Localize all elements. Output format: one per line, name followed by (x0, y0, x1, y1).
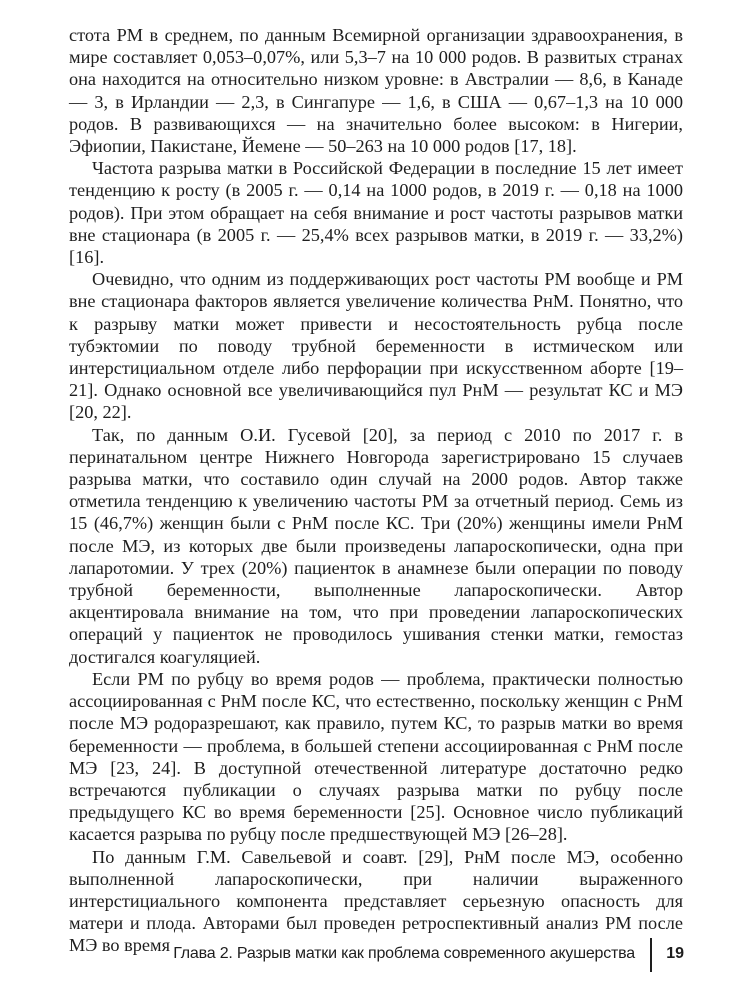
body-text (69, 24, 683, 957)
page-footer (173, 934, 690, 974)
paragraph-3: Очевидно, что одним из поддерживающих рост частоты РМ вообще и РМ вне стационара факторов является увеличение количества РнМ. Понятно, что к разрыву матки может привести и несостоятельность рубца после тубэктомии по поводу трубной беременности в истмическом или интерстициальном отделе либо перфорации при искусственном аборте [19–21]. Однако основной все увеличивающийся пул РнМ — результат КС и МЭ [20, 22]. (69, 269, 683, 423)
paragraph-5: Если РМ по рубцу во время родов — проблема, практически полностью ассоциированная с РнМ после КС, что естественно, поскольку женщин с РнМ после МЭ родоразрешают, как правило, путем КС, то разрыв матки во время беременности — проблема, в большей степени ассоциированная с РнМ после МЭ [23, 24]. В доступной отечественной литературе достаточно редко встречаются публикации о случаях разрыва матки по рубцу после предыдущего КС во время беременности [25]. Основное число публикаций касается разрыва по рубцу после предшествующей МЭ [26–28]. (69, 668, 683, 845)
paragraph-6: По данным Г.М. Савельевой и соавт. [29], РнМ после МЭ, особенно выполненной лапароскопически, при наличии выраженного интерстициального компонента представляет серьезную опасность для матери и плода. Авторами был проведен ретроспективный анализ РМ после МЭ во время (69, 846, 683, 956)
paragraph-2: Частота разрыва матки в Российской Федерации в последние 15 лет имеет тенденцию к росту (в 2005 г. — 0,14 на 1000 родов, в 2019 г. — 0,18 на 1000 родов). При этом обращает на себя внимание и рост частоты разрывов матки вне стационара (в 2005 г. — 25,4% всех разрывов матки, в 2019 г. — 33,2%) [16]. (69, 158, 683, 268)
paragraph-1: стота РМ в среднем, по данным Всемирной организации здравоохранения, в мире составляет 0,053–0,07%, или 5,3–7 на 10 000 родов. В развитых странах она находится на относительно низком уровне: в Австралии — 8,6, в Канаде — 3, в Ирландии — 2,3, в Сингапуре — 1,6, в США — 0,67–1,3 на 10 000 родов. В развивающихся — на значительно более высоком: в Нигерии, Эфиопии, Пакистане, Йемене — 50–263 на 10 000 родов [17, 18]. (69, 25, 683, 157)
footer-divider (650, 938, 652, 972)
paragraph-4: Так, по данным О.И. Гусевой [20], за период с 2010 по 2017 г. в перинатальном центре Нижнего Новгорода зарегистрировано 15 случаев разрыва матки, что составило один случай на 2000 родов. Автор также отметила тенденцию к увеличению частоты РМ за отчетный период. Семь из 15 (46,7%) женщин были с РнМ после КС. Три (20%) женщины имели РнМ после МЭ, из которых две были произведены лапароскопически, одна при лапаротомии. У трех (20%) пациенток в анамнезе были операции по поводу трубной беременности, выполненные лапароскопически. Автор акцентировала внимание на том, что при проведении лапароскопических операций у пациенток не проводилось ушивания стенки матки, гемостаз достигался коагуляцией. (69, 424, 683, 667)
chapter-title: Глава 2. Разрыв матки как проблема современного акушерства (173, 945, 635, 962)
page-number: 19 (666, 945, 684, 962)
